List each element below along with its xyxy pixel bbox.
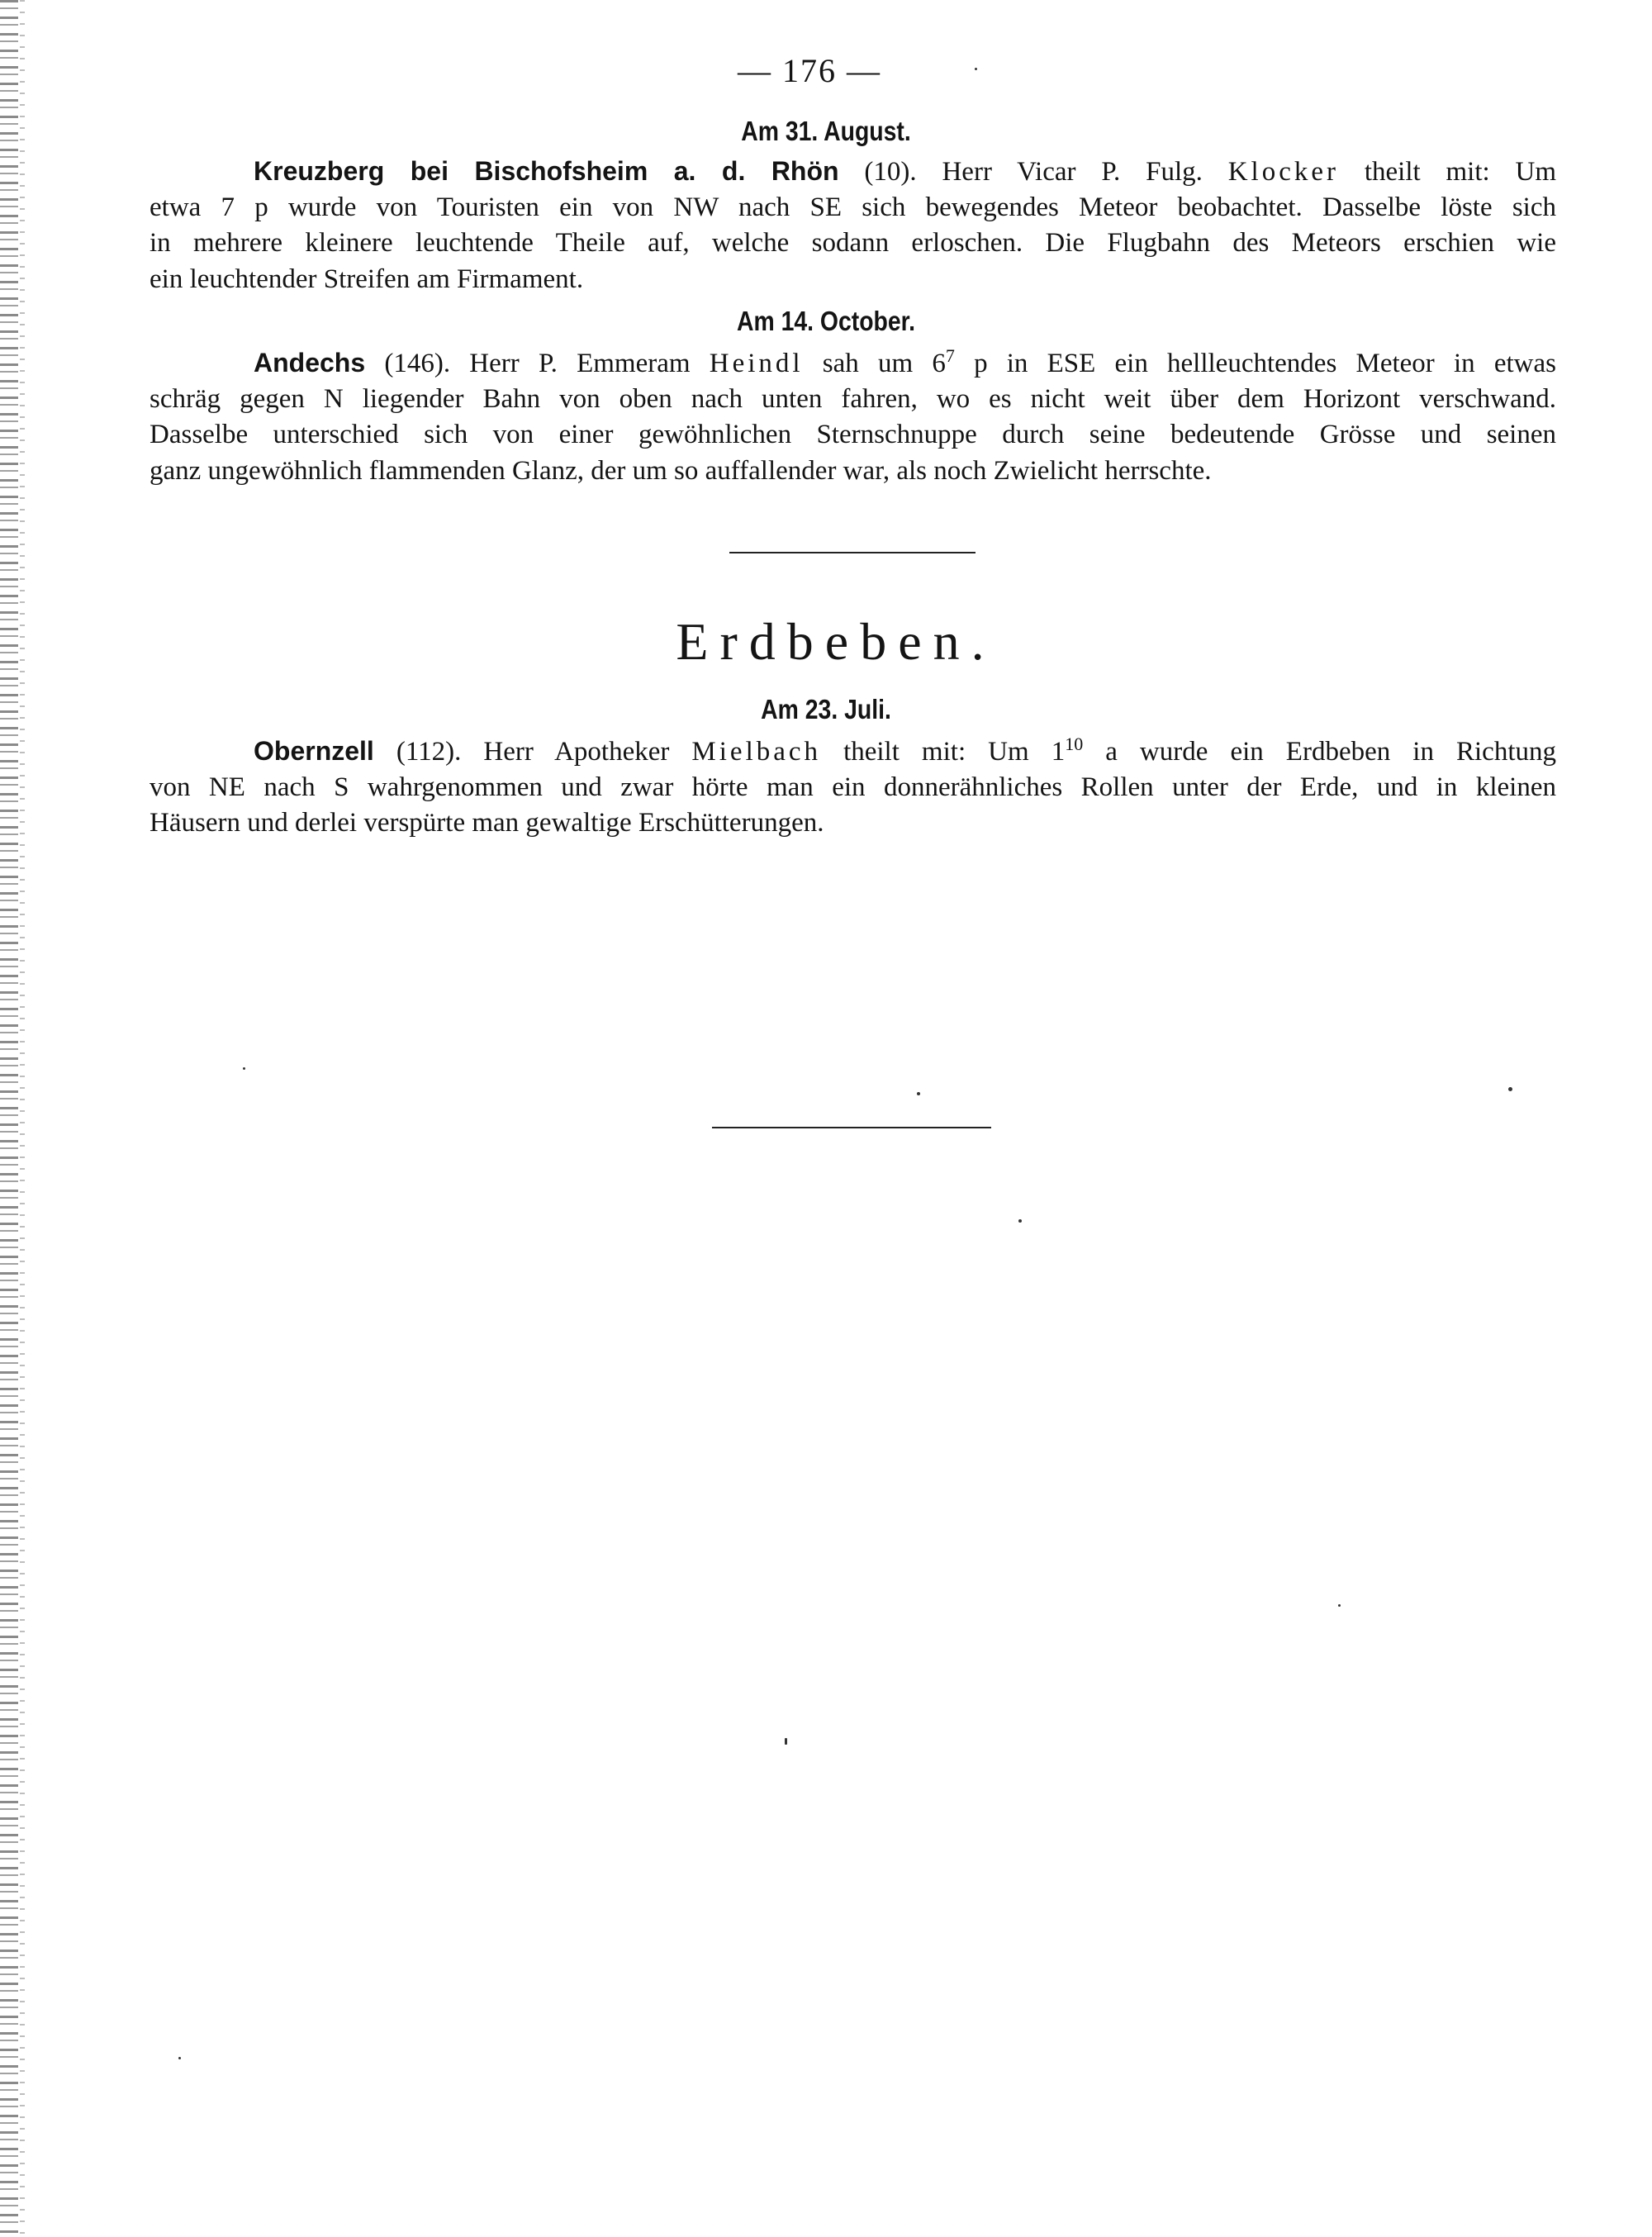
scan-speck bbox=[1018, 1219, 1022, 1223]
observer-name: Mielbach bbox=[691, 737, 822, 767]
date-heading-july: Am 23. Juli. bbox=[761, 694, 891, 724]
paragraph-line: in mehrere kleinere leuchtende Theile auf, welche sodann erloschen. Die Flugbahn des Meteors erschien wie bbox=[150, 228, 1556, 258]
paragraph-line: Häusern und derlei verspürte man gewaltige Erschütterungen. bbox=[150, 808, 824, 838]
paragraph-line: Andechs (146). Herr P. Emmeram Heindl sah um $6^7$ p in ESE ein hellleuchtendes Meteor in etwas bbox=[254, 345, 1556, 378]
paragraph-obernzell bbox=[150, 734, 1556, 842]
scan-binding-edge-inner bbox=[20, 0, 25, 2237]
paragraph-line: ein leuchtender Streifen am Firmament. bbox=[150, 264, 584, 294]
observer-name: Heindl bbox=[709, 349, 804, 378]
paragraph-line: schräg gegen N liegender Bahn von oben nach unten fahren, wo es nicht weit über dem Horizont verschwand. bbox=[150, 383, 1556, 414]
scan-speck bbox=[243, 1067, 245, 1070]
date-heading-october: Am 14. October. bbox=[736, 306, 916, 336]
scan-speck bbox=[178, 2057, 181, 2059]
scan-speck bbox=[975, 68, 977, 70]
paragraph-kreuzberg bbox=[150, 154, 1556, 297]
scan-speck bbox=[1338, 1604, 1341, 1607]
time-superscript: 7 bbox=[945, 345, 955, 366]
section-divider bbox=[729, 552, 976, 553]
scan-speck bbox=[917, 1092, 920, 1095]
place-name: Kreuzberg bei Bischofsheim a. d. Rhön bbox=[254, 156, 839, 186]
paragraph-line: Obernzell (112). Herr Apotheker Mielbach theilt mit: Um $1^{10}$ a wurde ein Erdbeben in Richtung bbox=[254, 734, 1556, 767]
paragraph-andechs bbox=[150, 345, 1556, 489]
paragraph-line: von NE nach S wahrgenommen und zwar hörte man ein donnerähnliches Rollen unter der Erde, und in kleinen bbox=[150, 772, 1556, 802]
page-number: — 176 — bbox=[738, 52, 881, 89]
paragraph-line: etwa 7 p wurde von Touristen ein von NW nach SE sich bewegendes Meteor beobachtet. Dasselbe löste sich bbox=[150, 192, 1556, 222]
paragraph-line: ganz ungewöhnlich flammenden Glanz, der um so auffallender war, als noch Zwielicht herrschte. bbox=[150, 455, 1212, 486]
scan-speck bbox=[785, 1738, 787, 1745]
observer-name: Klocker bbox=[1227, 157, 1339, 187]
paragraph-line: Kreuzberg bei Bischofsheim a. d. Rhön (10). Herr Vicar P. Fulg. Klocker theilt mit: Um bbox=[254, 156, 1557, 187]
section-title-erdbeben: Erdbeben. bbox=[676, 612, 996, 671]
end-divider bbox=[712, 1127, 991, 1128]
scan-speck bbox=[1508, 1087, 1512, 1091]
place-name: Andechs bbox=[254, 348, 366, 378]
paragraph-line: Dasselbe unterschied sich von einer gewöhnlichen Sternschnuppe durch seine bedeutende Grösse und seinen bbox=[150, 420, 1556, 449]
scan-binding-edge bbox=[0, 0, 18, 2237]
place-name: Obernzell bbox=[254, 736, 374, 766]
date-heading-august: Am 31. August. bbox=[741, 116, 911, 146]
time-superscript: 10 bbox=[1065, 734, 1084, 754]
